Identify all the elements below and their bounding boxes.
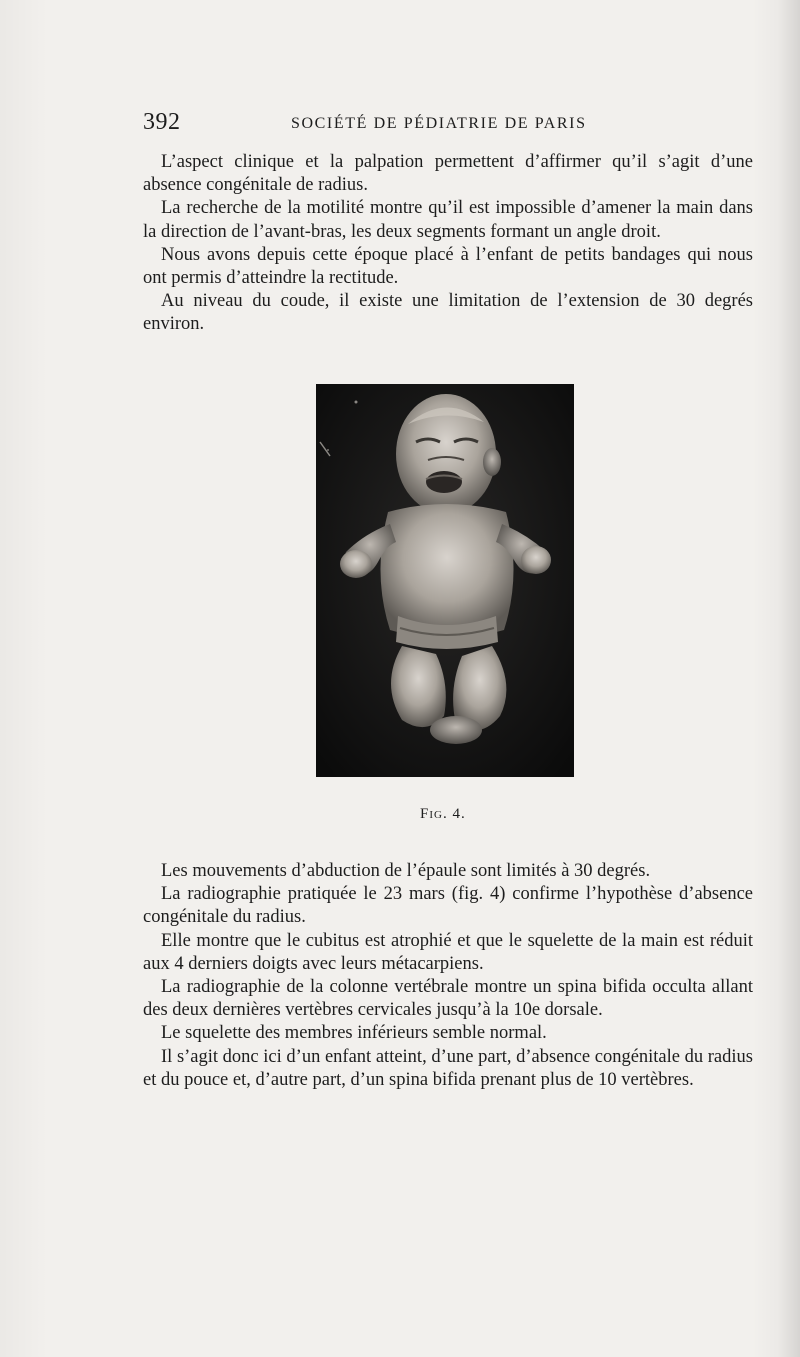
text-block-bottom bbox=[143, 860, 753, 1092]
paragraph-spina-bifida: La radiographie de la colonne vertébrale montre un spina bifida occulta allant des deux dernières vertèbres cervicales jusqu’à la 10e dorsale. bbox=[143, 977, 753, 1021]
paragraph-motility: La recherche de la motilité montre qu’il est impossible d’amener la main dans la direction de l’avant-bras, les deux segments formant un angle droit. bbox=[143, 198, 753, 242]
figure-caption-text: Fig. 4. bbox=[420, 806, 466, 822]
infant-photograph-icon bbox=[316, 384, 574, 777]
paragraph-lower-limbs: Le squelette des membres inférieurs semble normal. bbox=[161, 1023, 547, 1044]
text-block-top bbox=[143, 151, 753, 337]
paragraph-cubitus: Elle montre que le cubitus est atrophié et que le squelette de la main est réduit aux 4 derniers doigts avec leurs métacarpiens. bbox=[143, 930, 753, 974]
paragraph-bandages: Nous avons depuis cette époque placé à l’enfant de petits bandages qui nous ont permis d’atteindre la rectitude. bbox=[143, 244, 753, 289]
page-header bbox=[143, 108, 755, 138]
running-head: SOCIÉTÉ DE PÉDIATRIE DE PARIS bbox=[291, 115, 587, 132]
page-number: 392 bbox=[143, 109, 181, 135]
figure-photograph bbox=[316, 384, 574, 777]
page-edge-shadow bbox=[778, 0, 800, 1357]
paragraph-radiography: La radiographie pratiquée le 23 mars (fig. 4) confirme l’hypothèse d’absence congénitale du radius. bbox=[143, 884, 753, 928]
figure-caption bbox=[420, 805, 480, 823]
paragraph-conclusion: Il s’agit donc ici d’un enfant atteint, d’une part, d’absence congénitale du radius et du pouce et, d’autre part, d’un spina bifida prenant plus de 10 vertèbres. bbox=[143, 1046, 753, 1090]
paragraph-clinical-aspect: L’aspect clinique et la palpation permettent d’affirmer qu’il s’agit d’une absence congénitale de radius. bbox=[143, 152, 753, 196]
paragraph-elbow: Au niveau du coude, il existe une limitation de l’extension de 30 degrés environ. bbox=[143, 291, 753, 335]
paragraph-shoulder: Les mouvements d’abduction de l’épaule sont limités à 30 degrés. bbox=[161, 861, 651, 881]
